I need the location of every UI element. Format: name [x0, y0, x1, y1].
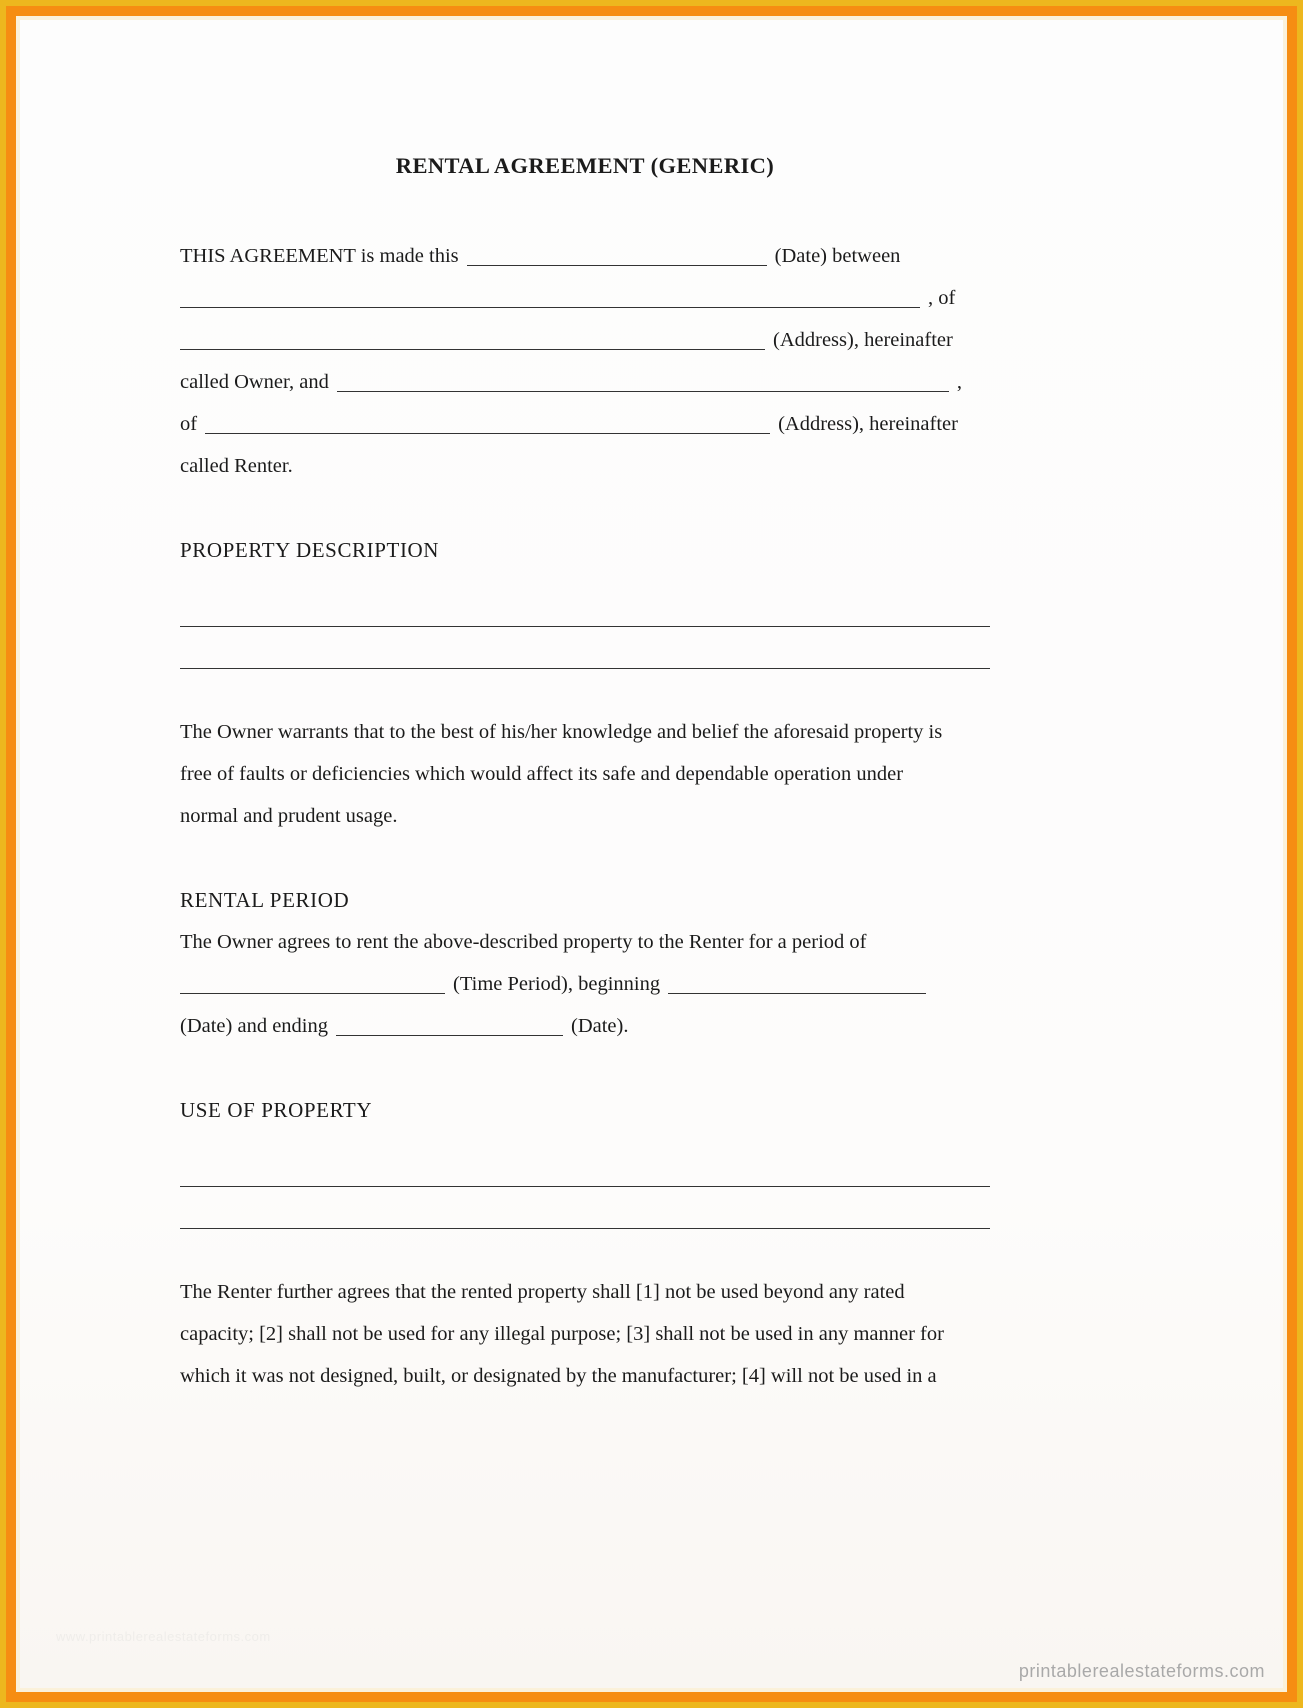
renter-name-line-prefix: called Owner, and: [180, 371, 329, 393]
agreement-date-line: [180, 235, 998, 277]
property-description-heading: PROPERTY DESCRIPTION: [180, 538, 440, 562]
renter-name-line: [180, 361, 998, 403]
owner-name-line-suffix: , of: [928, 287, 956, 309]
owner-address-blank-field: [180, 330, 765, 350]
owner-address-line-suffix: (Address), hereinafter: [773, 329, 953, 351]
page-title: RENTAL AGREEMENT (GENERIC): [395, 153, 775, 178]
property-description-blanks: [180, 585, 998, 669]
renter-agrees-paragraph-line-1: The Renter further agrees that the rented property shall [1] not be used beyond any rated: [180, 1281, 905, 1303]
faint-watermark-left: www.printablerealestateforms.com: [56, 1629, 271, 1644]
date-blank-field: [467, 246, 767, 266]
property-description-blank-line-2: [180, 627, 990, 669]
called-renter-text: called Renter.: [180, 455, 293, 477]
renter-agrees-paragraph-line-2: capacity; [2] shall not be used for any illegal purpose; [3] shall not be used in any manner for: [180, 1323, 944, 1345]
renter-address-blank-field: [205, 414, 770, 434]
rental-period-heading: RENTAL PERIOD: [180, 888, 350, 912]
ending-date-blank-field: [336, 1016, 563, 1036]
called-renter-line: [180, 445, 998, 487]
agreement-date-line-suffix: (Date) between: [774, 245, 901, 267]
site-watermark: printablerealestateforms.com: [1018, 1661, 1265, 1681]
warranty-paragraph-line-2: free of faults or deficiencies which would affect its safe and dependable operation under: [180, 763, 904, 785]
rental-period-line-1: The Owner agrees to rent the above-described property to the Renter for a period of: [180, 931, 867, 953]
renter-name-blank-field: [337, 372, 949, 392]
use-of-property-blanks: [180, 1145, 998, 1229]
owner-name-blank-field: [180, 288, 920, 308]
decorative-frame-inner-edge: [16, 16, 1287, 1692]
owner-address-line: [180, 319, 998, 361]
time-period-blank-field: [180, 974, 445, 994]
time-period-label: (Time Period), beginning: [453, 973, 661, 995]
use-of-property-heading: USE OF PROPERTY: [180, 1098, 373, 1122]
property-description-blank-line-1: [180, 585, 990, 627]
owner-name-line: [180, 277, 998, 319]
renter-address-line-suffix: (Address), hereinafter: [778, 413, 958, 435]
agreement-date-line-prefix: THIS AGREEMENT is made this: [180, 245, 459, 267]
rental-period-line-3: [180, 1005, 998, 1047]
document-page: [20, 20, 1283, 1688]
beginning-date-blank-field: [668, 974, 926, 994]
ending-date-prefix: (Date) and ending: [180, 1015, 328, 1037]
renter-address-line-prefix: of: [180, 413, 198, 435]
renter-address-line: [180, 403, 998, 445]
use-of-property-blank-line-1: [180, 1145, 990, 1187]
ending-date-suffix: (Date).: [571, 1015, 629, 1037]
use-of-property-blank-line-2: [180, 1187, 990, 1229]
renter-name-line-suffix: ,: [956, 371, 963, 393]
rental-period-line-2: [180, 963, 998, 1005]
warranty-paragraph-line-3: normal and prudent usage.: [180, 805, 398, 827]
decorative-frame-orange: [6, 6, 1297, 1702]
document-content: [20, 20, 998, 1397]
warranty-paragraph-line-1: The Owner warrants that to the best of his/her knowledge and belief the aforesaid property is: [180, 721, 943, 743]
renter-agrees-paragraph-line-3: which it was not designed, built, or designated by the manufacturer; [4] will not be used in a: [180, 1365, 937, 1387]
